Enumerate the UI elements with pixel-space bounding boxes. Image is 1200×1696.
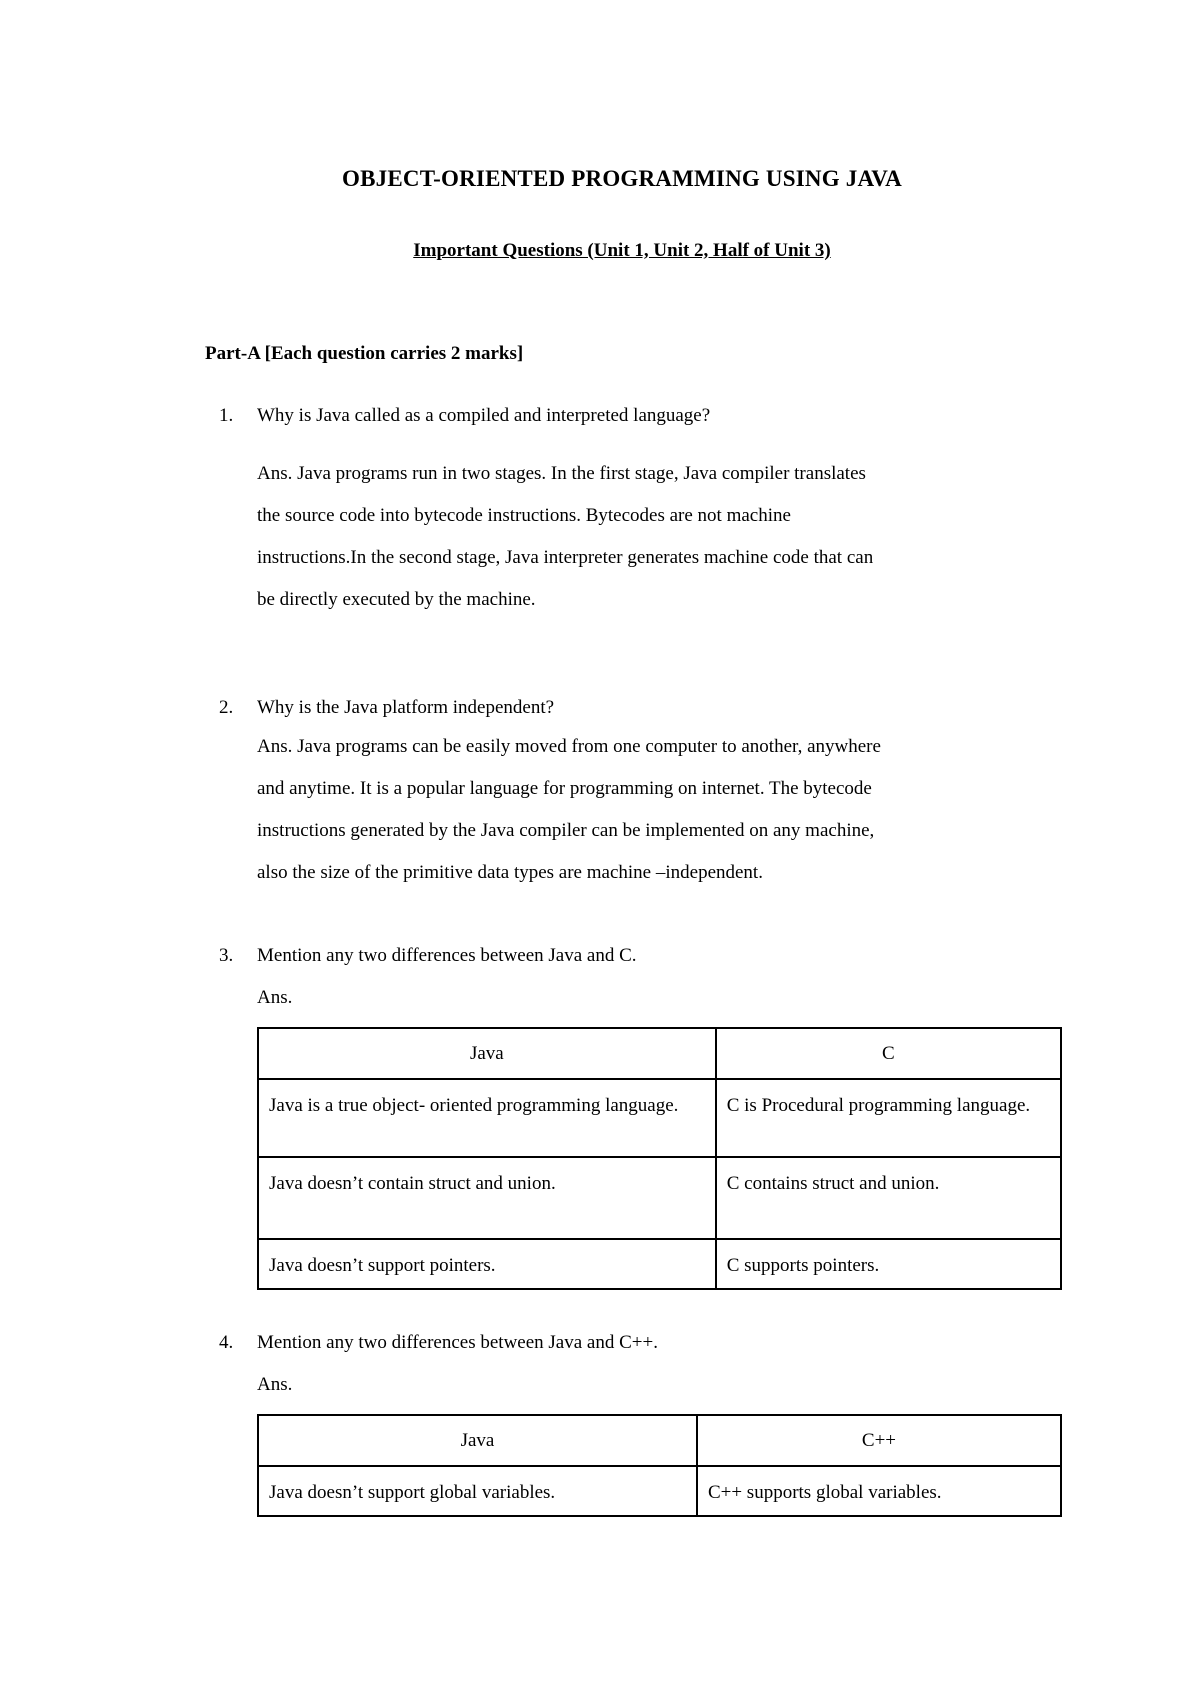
answer-line: instructions.In the second stage, Java interpreter generates machine code that can xyxy=(257,547,874,568)
table-header-row xyxy=(258,1415,1061,1466)
answer-line: and anytime. It is a popular language for programming on internet. The bytecode xyxy=(257,778,872,799)
table-cell: C contains struct and union. xyxy=(716,1157,1061,1239)
answer-2 xyxy=(257,726,1087,894)
question-text: Why is the Java platform independent? xyxy=(257,697,555,718)
document-subtitle: Important Questions (Unit 1, Unit 2, Half of Unit 3) xyxy=(413,240,831,261)
java-vs-c-table xyxy=(257,1027,1062,1290)
question-text: Mention any two differences between Java and C++. xyxy=(257,1332,658,1353)
table-cell: C supports pointers. xyxy=(716,1239,1061,1289)
table-row xyxy=(258,1466,1061,1516)
question-4 xyxy=(219,1332,658,1354)
answer-line: be directly executed by the machine. xyxy=(257,589,536,610)
table-header-row xyxy=(258,1028,1061,1079)
answer-line: Ans. Java programs run in two stages. In the first stage, Java compiler translates xyxy=(257,463,866,484)
answer-4-label: Ans. xyxy=(257,1374,293,1395)
part-a-heading: Part-A [Each question carries 2 marks] xyxy=(205,343,524,364)
question-number: 4. xyxy=(219,1332,234,1353)
table-header-cell: C xyxy=(716,1028,1061,1079)
answer-line: Ans. Java programs can be easily moved from one computer to another, anywhere xyxy=(257,736,881,757)
table-cell: Java is a true object- oriented programming language. xyxy=(258,1079,716,1157)
question-text: Mention any two differences between Java and C. xyxy=(257,945,637,966)
answer-3-label: Ans. xyxy=(257,987,293,1008)
question-2 xyxy=(219,697,554,719)
question-3 xyxy=(219,945,637,967)
table-cell: Java doesn’t support pointers. xyxy=(258,1239,716,1289)
table-header-cell: Java xyxy=(258,1415,697,1466)
question-number: 3. xyxy=(219,945,234,966)
table-row xyxy=(258,1239,1061,1289)
java-vs-cpp-table xyxy=(257,1414,1062,1517)
question-number: 2. xyxy=(219,697,234,718)
document-title: OBJECT-ORIENTED PROGRAMMING USING JAVA xyxy=(342,166,902,191)
table-cell: Java doesn’t contain struct and union. xyxy=(258,1157,716,1239)
answer-line: the source code into bytecode instructions. Bytecodes are not machine xyxy=(257,505,791,526)
question-1 xyxy=(219,405,710,427)
table-header-cell: C++ xyxy=(697,1415,1061,1466)
table-cell: Java doesn’t support global variables. xyxy=(258,1466,697,1516)
answer-1 xyxy=(257,453,1087,621)
table-cell: C is Procedural programming language. xyxy=(716,1079,1061,1157)
table-row xyxy=(258,1079,1061,1157)
answer-line: instructions generated by the Java compiler can be implemented on any machine, xyxy=(257,820,875,841)
question-text: Why is Java called as a compiled and interpreted language? xyxy=(257,405,711,426)
answer-line: also the size of the primitive data types are machine –independent. xyxy=(257,862,763,883)
table-header-cell: Java xyxy=(258,1028,716,1079)
table-cell: C++ supports global variables. xyxy=(697,1466,1061,1516)
table-row xyxy=(258,1157,1061,1239)
question-number: 1. xyxy=(219,405,234,426)
